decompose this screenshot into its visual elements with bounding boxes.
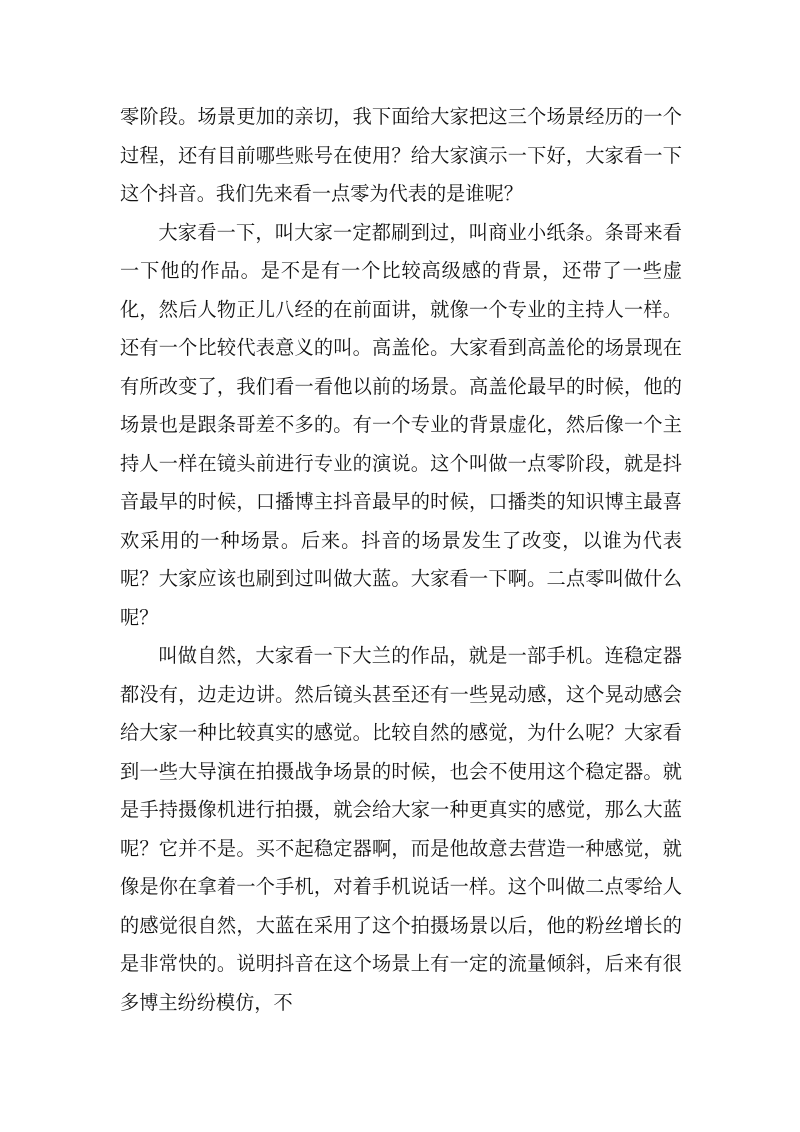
paragraph-1: 零阶段。场景更加的亲切，我下面给大家把这三个场景经历的一个过程，还有目前哪些账号在使用？给大家演示一下好，大家看一下这个抖音。我们先来看一点零为代表的是谁呢？ xyxy=(120,105,682,205)
paragraph-3: 叫做自然，大家看一下大兰的作品，就是一部手机。连稳定器都没有，边走边讲。然后镜头甚至还有一些晃动感，这个晃动感会给大家一种比较真实的感觉。比较自然的感觉，为什么呢？大家看到一些大导演在拍摄战争场景的时候，也会不使用这个稳定器。就是手持摄像机进行拍摄，就会给大家一种更真实的感觉，那么大蓝呢？它并不是。买不起稳定器啊，而是他故意去营造一种感觉，就像是你在拿着一个手机，对着手机说话一样。这个叫做二点零给人的感觉很自然，大蓝在采用了这个拍摄场景以后，他的粉丝增长的是非常快的。说明抖音在这个场景上有一定的流量倾斜，后来有很多博主纷纷模仿，不 xyxy=(120,644,682,1014)
document-body xyxy=(120,98,682,1022)
paragraph-2: 大家看一下，叫大家一定都刷到过，叫商业小纸条。条哥来看一下他的作品。是不是有一个比较高级感的背景，还带了一些虚化，然后人物正儿八经的在前面讲，就像一个专业的主持人一样。还有一个比较代表意义的叫。高盖伦。大家看到高盖伦的场景现在有所改变了，我们看一看他以前的场景。高盖伦最早的时候，他的场景也是跟条哥差不多的。有一个专业的背景虚化，然后像一个主持人一样在镜头前进行专业的演说。这个叫做一点零阶段，就是抖音最早的时候，口播博主抖音最早的时候，口播类的知识博主最喜欢采用的一种场景。后来。抖音的场景发生了改变，以谁为代表呢？大家应该也刷到过叫做大蓝。大家看一下啊。二点零叫做什么呢？ xyxy=(120,220,682,629)
